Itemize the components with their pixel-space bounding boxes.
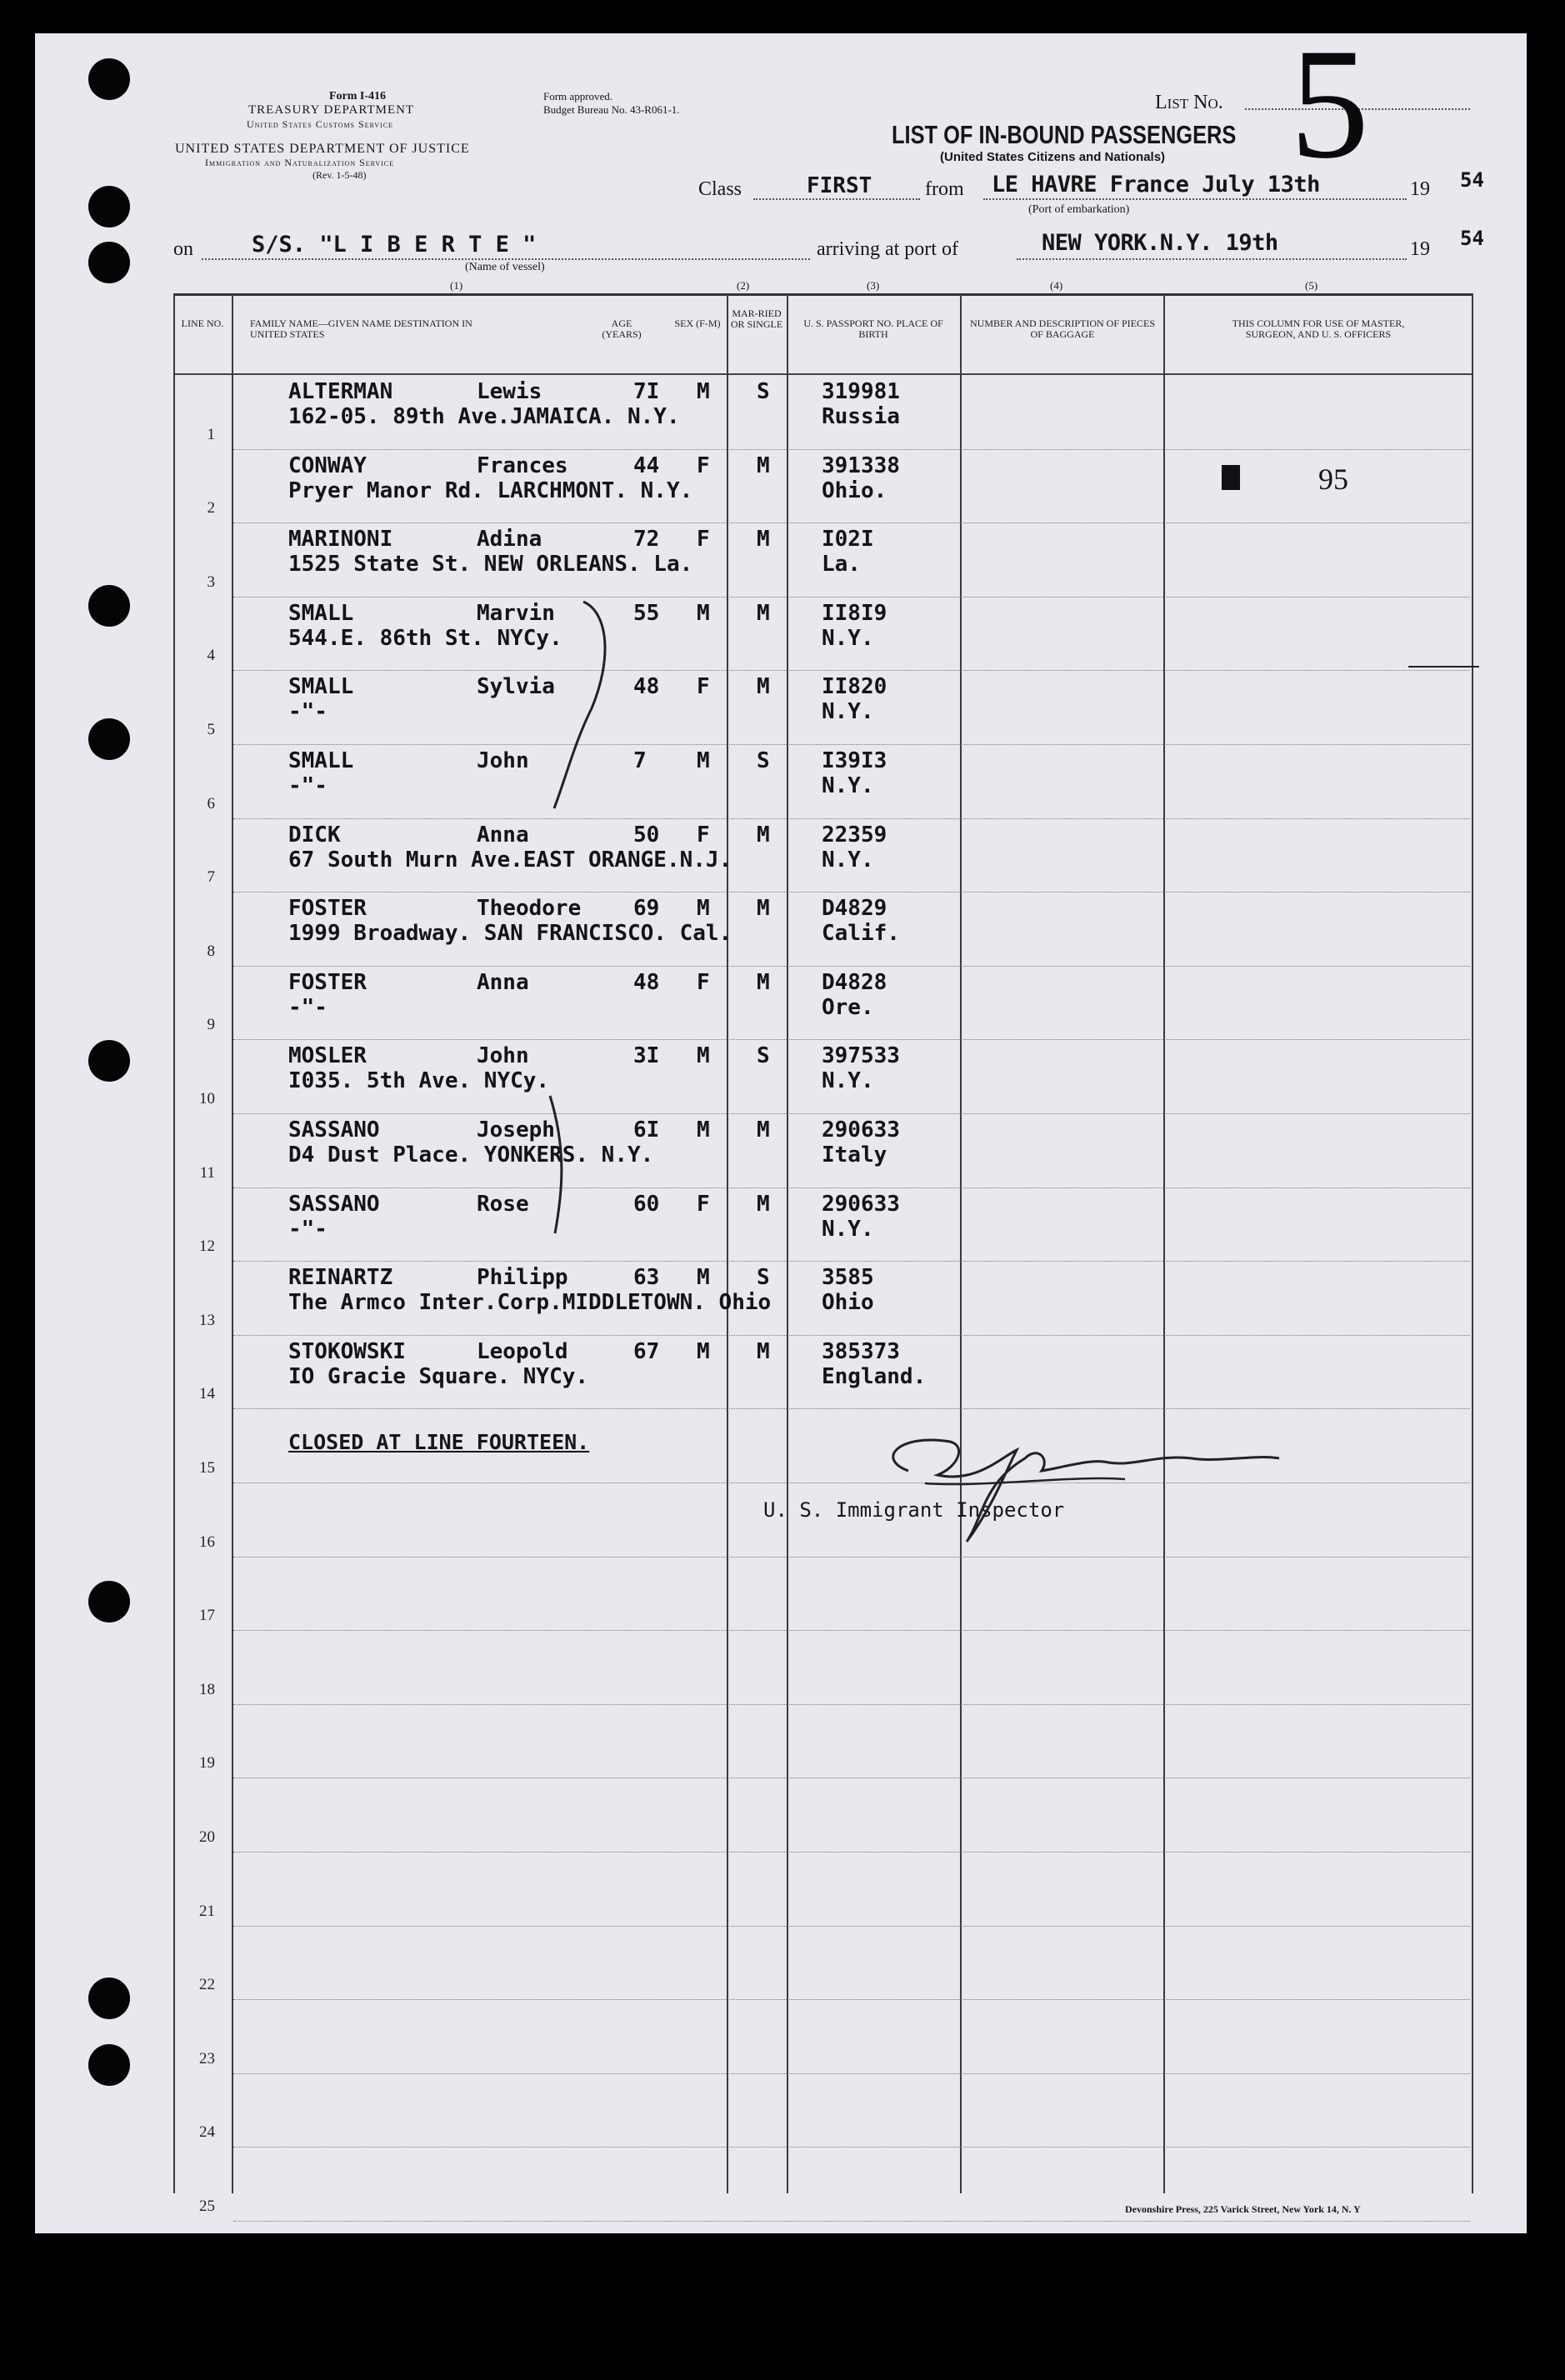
sex: F: [697, 527, 710, 552]
place-of-birth: Ohio.: [822, 478, 888, 503]
given-name: Anna: [477, 969, 529, 995]
officer-note: 95: [1318, 462, 1348, 496]
sex: M: [697, 748, 710, 773]
line-number: 17: [199, 1607, 215, 1625]
family-name: SASSANO: [288, 1118, 380, 1142]
destination: -"-: [288, 699, 328, 725]
vessel-caption: (Name of vessel): [465, 261, 545, 273]
family-name: FOSTER: [288, 896, 367, 922]
age: 7: [633, 748, 647, 773]
customs-service: United States Customs Service: [247, 118, 393, 130]
place-of-birth: Russia: [822, 404, 900, 429]
marital-status: S: [757, 379, 770, 404]
form-revision: (Rev. 1-5-48): [312, 169, 367, 181]
family-name: MARINONI: [288, 527, 393, 552]
marital-status: M: [757, 1118, 770, 1142]
given-name: John: [477, 748, 529, 773]
family-name: SMALL: [288, 600, 354, 626]
col-number: (2): [737, 279, 750, 292]
budget-bureau: Budget Bureau No. 43-R061-1.: [543, 103, 680, 116]
line-number: 22: [199, 1976, 215, 1994]
treasury-department: TREASURY DEPARTMENT: [248, 103, 415, 117]
class-label: Class: [698, 178, 742, 200]
passport-number: 22359: [822, 822, 888, 848]
line-number: 20: [199, 1828, 215, 1846]
age: 6I: [633, 1118, 660, 1142]
form-number: Form I-416: [329, 90, 387, 102]
col-header-name: FAMILY NAME—GIVEN NAME DESTINATION IN UNITED STATES: [250, 318, 472, 340]
col-header-line: LINE NO.: [181, 318, 224, 329]
family-name: CONWAY: [288, 452, 367, 478]
department-justice: UNITED STATES DEPARTMENT OF JUSTICE: [175, 142, 470, 156]
age: 72: [633, 527, 660, 552]
destination: 544.E. 86th St. NYCy.: [288, 625, 562, 651]
destination: I035. 5th Ave. NYCy.: [288, 1068, 550, 1094]
destination: 1525 State St. NEW ORLEANS. La.: [288, 552, 693, 578]
marital-status: M: [757, 452, 770, 478]
family-name: SASSANO: [288, 1191, 380, 1217]
place-of-birth: N.Y.: [822, 625, 874, 651]
col-header-officers: THIS COLUMN FOR USE OF MASTER, SURGEON, AND U. S. OFFICERS: [1232, 318, 1405, 340]
sex: M: [697, 1265, 710, 1291]
age: 44: [633, 452, 660, 478]
place-of-birth: Italy: [822, 1142, 888, 1168]
sex: M: [697, 1043, 710, 1069]
given-name: Adina: [477, 527, 542, 552]
family-name: SMALL: [288, 748, 354, 773]
sex: M: [697, 896, 710, 922]
printer-imprint: Devonshire Press, 225 Varick Street, New York 14, N. Y: [1125, 2203, 1361, 2215]
col-header-baggage: NUMBER AND DESCRIPTION OF PIECES OF BAGGAGE: [969, 318, 1156, 340]
col-header-sex: SEX (F-M): [674, 318, 721, 329]
marital-status: M: [757, 674, 770, 700]
age: 7I: [633, 379, 660, 404]
family-name: SMALL: [288, 674, 354, 700]
col-number: (5): [1305, 279, 1318, 292]
destination: The Armco Inter.Corp.MIDDLETOWN. Ohio: [288, 1290, 772, 1316]
place-of-birth: England.: [822, 1363, 927, 1389]
line-number: 4: [207, 647, 215, 665]
place-of-birth: N.Y.: [822, 1216, 874, 1242]
passport-number: 385373: [822, 1338, 900, 1364]
on-label: on: [173, 238, 193, 260]
passport-number: I02I: [822, 527, 874, 552]
given-name: Marvin: [477, 600, 555, 626]
sex: M: [697, 1118, 710, 1142]
destination: Pryer Manor Rd. LARCHMONT. N.Y.: [288, 478, 693, 503]
line-number: 2: [207, 499, 215, 518]
year2-prefix: 19: [1410, 238, 1430, 260]
marital-status: M: [757, 896, 770, 922]
passport-number: 3585: [822, 1265, 874, 1291]
line-number: 25: [199, 2198, 215, 2215]
destination: IO Gracie Square. NYCy.: [288, 1363, 589, 1389]
passport-number: II8I9: [822, 600, 888, 626]
year-prefix: 19: [1410, 178, 1430, 200]
passport-number: 290633: [822, 1118, 900, 1142]
place-of-birth: N.Y.: [822, 699, 874, 725]
given-name: Joseph: [477, 1118, 555, 1142]
age: 63: [633, 1265, 660, 1291]
line-number: 14: [199, 1385, 215, 1403]
given-name: Frances: [477, 452, 568, 478]
col-number: (4): [1050, 279, 1063, 292]
col-header-married: MAR-RIED OR SINGLE: [730, 308, 783, 330]
place-of-birth: N.Y.: [822, 1068, 874, 1094]
list-no-label: List No.: [1155, 92, 1223, 113]
year2-value: 54: [1460, 227, 1484, 250]
line-number: 11: [199, 1163, 215, 1182]
destination: 1999 Broadway. SAN FRANCISCO. Cal.: [288, 921, 732, 947]
passport-number: D4828: [822, 969, 888, 995]
family-name: REINARTZ: [288, 1265, 393, 1291]
line-number: 10: [199, 1090, 215, 1108]
passport-number: 290633: [822, 1191, 900, 1217]
sex: M: [697, 1338, 710, 1364]
ins-service: Immigration and Naturalization Service: [205, 157, 395, 168]
class-value: FIRST: [807, 173, 872, 198]
col-number: (3): [867, 279, 880, 292]
sex: F: [697, 452, 710, 478]
sex: F: [697, 969, 710, 995]
passport-number: 397533: [822, 1043, 900, 1069]
vessel-name: S/S. "L I B E R T E ": [252, 232, 537, 258]
family-name: DICK: [288, 822, 341, 848]
col-header-passport: U. S. PASSPORT NO. PLACE OF BIRTH: [803, 318, 943, 340]
destination: -"-: [288, 994, 328, 1020]
arriving-label: arriving at port of: [817, 238, 958, 260]
age: 69: [633, 896, 660, 922]
closed-at-line: CLOSED AT LINE FOURTEEN.: [288, 1430, 590, 1454]
arrival-port: NEW YORK.N.Y. 19th: [1042, 230, 1278, 256]
list-no-value: 5: [1290, 17, 1369, 192]
inspector-label: U. S. Immigrant Inspector: [763, 1498, 1065, 1522]
given-name: Leopold: [477, 1338, 568, 1364]
line-number: 18: [199, 1680, 215, 1698]
destination: -"-: [288, 1216, 328, 1242]
line-number: 23: [199, 2049, 215, 2068]
given-name: Rose: [477, 1191, 529, 1217]
family-name: STOKOWSKI: [288, 1338, 406, 1364]
sex: F: [697, 674, 710, 700]
age: 50: [633, 822, 660, 848]
line-number: 15: [199, 1459, 215, 1477]
given-name: Anna: [477, 822, 529, 848]
given-name: John: [477, 1043, 529, 1069]
age: 55: [633, 600, 660, 626]
given-name: Lewis: [477, 379, 542, 404]
destination: 67 South Murn Ave.EAST ORANGE.N.J.: [288, 847, 732, 872]
line-number: 21: [199, 1902, 215, 1920]
line-number: 24: [199, 2123, 215, 2142]
sex: F: [697, 822, 710, 848]
sex: M: [697, 379, 710, 404]
sex: M: [697, 600, 710, 626]
line-number: 5: [207, 721, 215, 738]
line-number: 16: [199, 1532, 215, 1551]
destination: 162-05. 89th Ave.JAMAICA. N.Y.: [288, 404, 680, 429]
marital-status: M: [757, 1338, 770, 1364]
given-name: Philipp: [477, 1265, 568, 1291]
given-name: Theodore: [477, 896, 582, 922]
line-number: 8: [207, 942, 215, 960]
place-of-birth: Ohio: [822, 1290, 874, 1316]
passport-number: II820: [822, 674, 888, 700]
marital-status: M: [757, 822, 770, 848]
place-of-birth: Calif.: [822, 921, 900, 947]
place-of-birth: N.Y.: [822, 847, 874, 872]
destination: D4 Dust Place. YONKERS. N.Y.: [288, 1142, 654, 1168]
line-number: 19: [199, 1754, 215, 1772]
marital-status: M: [757, 600, 770, 626]
line-number: 1: [207, 425, 215, 443]
marital-status: S: [757, 1043, 770, 1069]
sex: F: [697, 1191, 710, 1217]
line-number: 3: [207, 572, 215, 591]
passport-number: 319981: [822, 379, 900, 404]
line-number: 12: [199, 1238, 215, 1256]
from-label: from: [925, 178, 964, 200]
marital-status: M: [757, 1191, 770, 1217]
line-number: 9: [207, 1016, 215, 1034]
marital-status: S: [757, 1265, 770, 1291]
age: 60: [633, 1191, 660, 1217]
port-embark-caption: (Port of embarkation): [1028, 203, 1130, 216]
line-number: 13: [199, 1311, 215, 1329]
page-subtitle: (United States Citizens and Nationals): [940, 150, 1166, 164]
family-name: ALTERMAN: [288, 379, 393, 404]
place-of-birth: N.Y.: [822, 773, 874, 798]
place-of-birth: La.: [822, 552, 861, 578]
passport-number: I39I3: [822, 748, 888, 773]
age: 67: [633, 1338, 660, 1364]
destination: -"-: [288, 773, 328, 798]
passport-number: D4829: [822, 896, 888, 922]
age: 48: [633, 969, 660, 995]
line-number: 7: [207, 868, 215, 887]
given-name: Sylvia: [477, 674, 555, 700]
year-value: 54: [1460, 168, 1484, 192]
age: 48: [633, 674, 660, 700]
port-of-embarkation: LE HAVRE France July 13th: [992, 172, 1320, 198]
form-approved: Form approved.: [543, 90, 613, 102]
col-number: (1): [450, 279, 463, 292]
line-number: 6: [207, 794, 215, 812]
col-header-age: AGE (YEARS): [602, 318, 642, 340]
marital-status: M: [757, 969, 770, 995]
marital-status: M: [757, 527, 770, 552]
place-of-birth: Ore.: [822, 994, 874, 1020]
family-name: MOSLER: [288, 1043, 367, 1069]
passport-number: 391338: [822, 452, 900, 478]
page-title: LIST OF IN-BOUND PASSENGERS: [892, 120, 1237, 149]
family-name: FOSTER: [288, 969, 367, 995]
age: 3I: [633, 1043, 660, 1069]
marital-status: S: [757, 748, 770, 773]
